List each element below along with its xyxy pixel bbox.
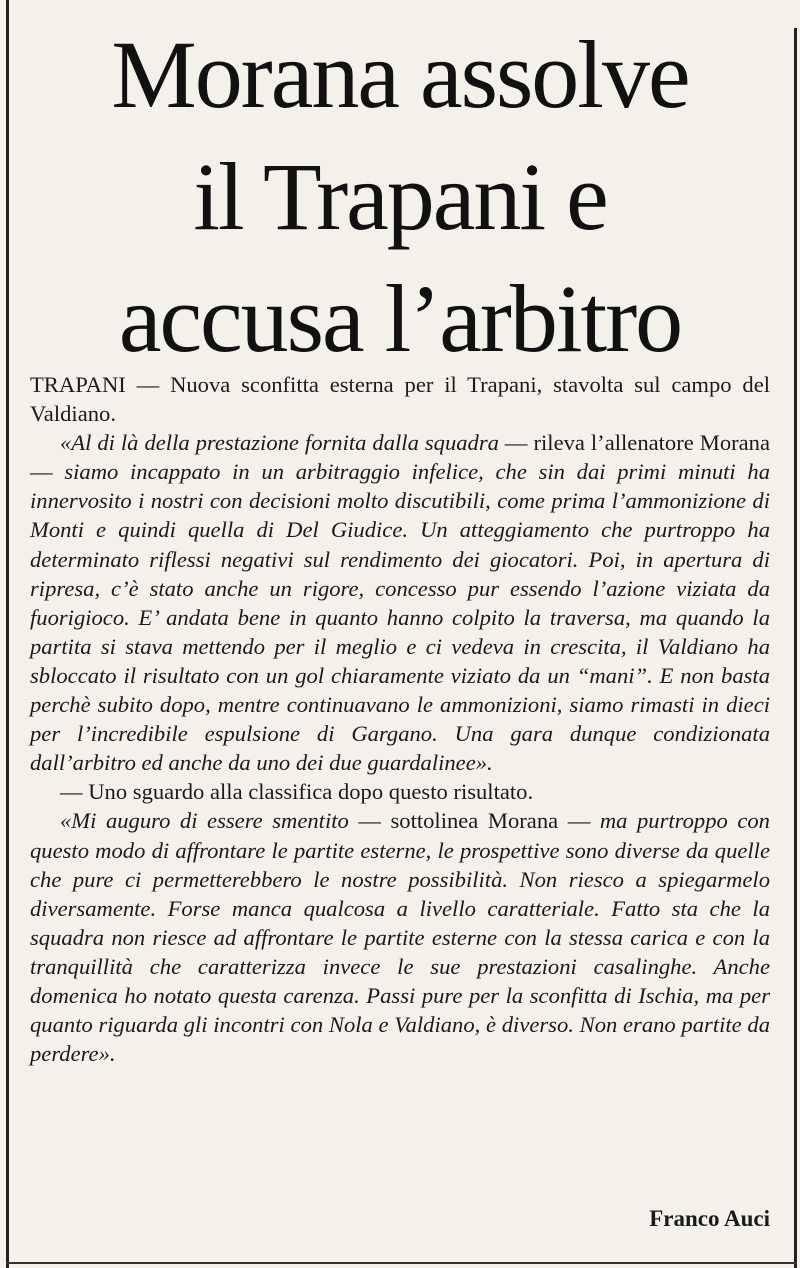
right-border-rule — [794, 28, 797, 1268]
quote-1-attribution: — rileva l’allenatore Morana — — [30, 430, 771, 485]
article-headline — [20, 14, 780, 380]
author-byline: Franco Auci — [649, 1206, 770, 1231]
article-body — [30, 370, 770, 1068]
headline-line-1: Morana assolve — [111, 21, 689, 128]
paragraph-question: — Uno sguardo alla classifica dopo questo risultato. — [60, 779, 534, 805]
quote-1-text: siamo incappato in un arbitraggio infelice, che sin dai primi minuti ha innervosito i nostri con decisioni molto discutibili, come prima l’ammonizione di Monti e quindi quella di Del Giudice. Un atteggiamento che purtroppo ha determinato riflessi negativi sul rendimento dei giocatori. Poi, in apertura di ripresa, c’è stato anche un rigore, concesso pur essendo l’azione viziata da fuorigioco. E’ andata bene in quanto hanno colpito la traversa, ma quando la partita si stava mettendo per il meglio e ci vedeva in crescita, il Valdiano ha sbloccato il risultato con un gol chiaramente viziato da un “mani”. E non basta perchè subito dopo, mentre continuavano le ammonizioni, siamo rimasti in dieci per l’incredibile espulsione di Gargano. Una gara dunque condizionata dall’arbitro ed anche da uno dei due guardalinee». — [30, 459, 770, 776]
left-border-rule — [6, 0, 9, 1268]
paragraph-quote-1 — [30, 428, 770, 777]
headline-line-2: il Trapani e — [193, 143, 607, 250]
paragraph-lead: TRAPANI — Nuova sconfitta esterna per il Trapani, stavolta sul campo del Valdiano. — [30, 372, 770, 427]
bottom-border-rule — [6, 1262, 797, 1264]
headline-line-3: accusa l’arbitro — [118, 265, 682, 372]
paragraph-quote-2 — [30, 806, 770, 1068]
quote-1-opening: «Al di là della prestazione fornita dalla squadra — [60, 430, 499, 456]
quote-2-opening: «Mi auguro di essere smentito — [60, 808, 349, 834]
quote-2-attribution: — sottolinea Morana — — [348, 808, 600, 834]
quote-2-text: ma purtroppo con questo modo di affrontare le partite esterne, le prospettive sono diverse da quelle che pure ci permetterebbero le nostre possibilità. Non riesco a spiegarmelo diversamente. Forse manca qualcosa a livello caratteriale. Fatto sta che la squadra non riesce ad affrontare le partite esterne con la stessa carica e con la tranquillità che caratterizza invece le sue prestazioni casalinghe. Anche domenica ho notato questa carenza. Passi pure per la sconfitta di Ischia, ma per quanto riguarda gli incontri con Nola e Valdiano, è diverso. Non erano partite da perdere». — [30, 808, 770, 1067]
